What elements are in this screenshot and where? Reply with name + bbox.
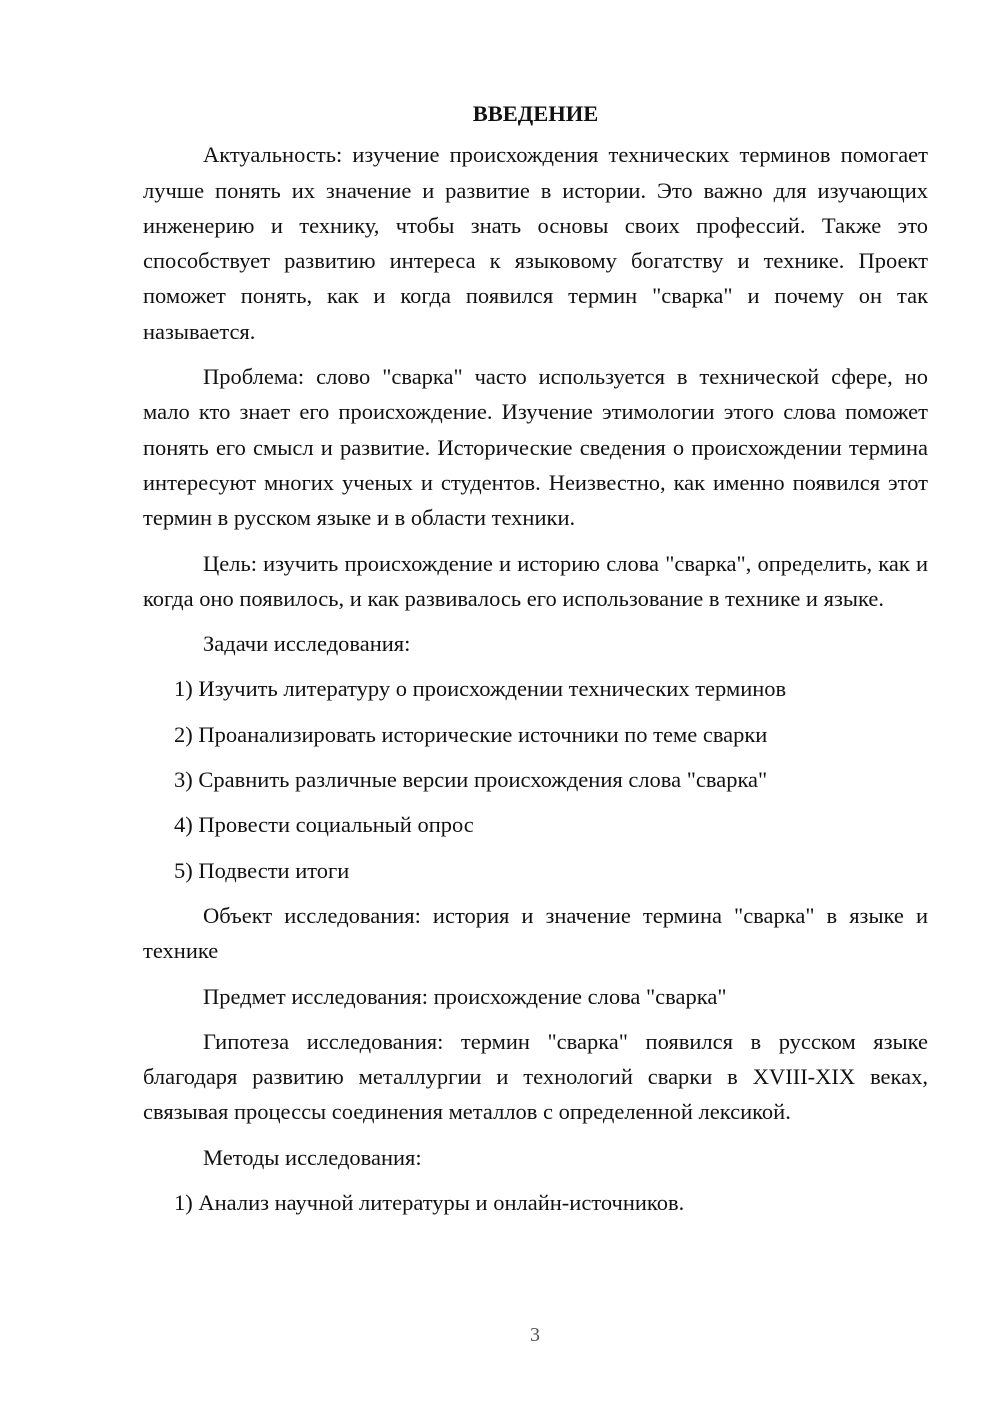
task-item: 1) Изучить литературу о происхождении технических терминов — [174, 676, 787, 702]
task-item: 3) Сравнить различные версии происхождения слова "сварка" — [174, 767, 768, 793]
task-item: 5) Подвести итоги — [174, 857, 350, 883]
task-item: 4) Провести социальный опрос — [174, 812, 474, 838]
task-item: 2) Проанализировать исторические источники по теме сварки — [174, 721, 768, 747]
goal-paragraph: Цель: изучить происхождение и историю слова "сварка", определить, как и когда оно появилось, и как развивалось его использование в технике и языке. — [143, 550, 928, 611]
methods-heading: Методы исследования: — [203, 1144, 422, 1170]
hypothesis-paragraph: Гипотеза исследования: термин "сварка" появился в русском языке благодаря развитию металлургии и технологий сварки в XVIII-XIX веках, связывая процессы соединения металлов с определенной лексикой. — [143, 1028, 928, 1125]
document-page — [143, 96, 928, 1230]
object-paragraph: Объект исследования: история и значение термина "сварка" в языке и технике — [143, 902, 928, 964]
subject-paragraph: Предмет исследования: происхождение слова "сварка" — [203, 983, 727, 1009]
relevance-paragraph: Актуальность: изучение происхождения технических терминов помогает лучше понять их значение и развитие в истории. Это важно для изучающих инженерию и технику, чтобы знать основы своих профессий. Также это способствует развитию интереса к языковому богатству и технике. Проект поможет понять, как и когда появился термин "сварка" и почему он так называется. — [143, 142, 928, 344]
page-number: 3 — [530, 1324, 540, 1346]
problem-paragraph: Проблема: слово "сварка" часто используется в технической сфере, но мало кто знает его происхождение. Изучение этимологии этого слова поможет понять его смысл и развитие. Исторические сведения о происхождении термина интересуют многих ученых и студентов. Неизвестно, как именно появился этот термин в русском языке и в области техники. — [143, 364, 928, 531]
page-title: ВВЕДЕНИЕ — [472, 101, 599, 126]
method-item: 1) Анализ научной литературы и онлайн-источников. — [174, 1190, 685, 1216]
tasks-heading: Задачи исследования: — [203, 631, 411, 657]
